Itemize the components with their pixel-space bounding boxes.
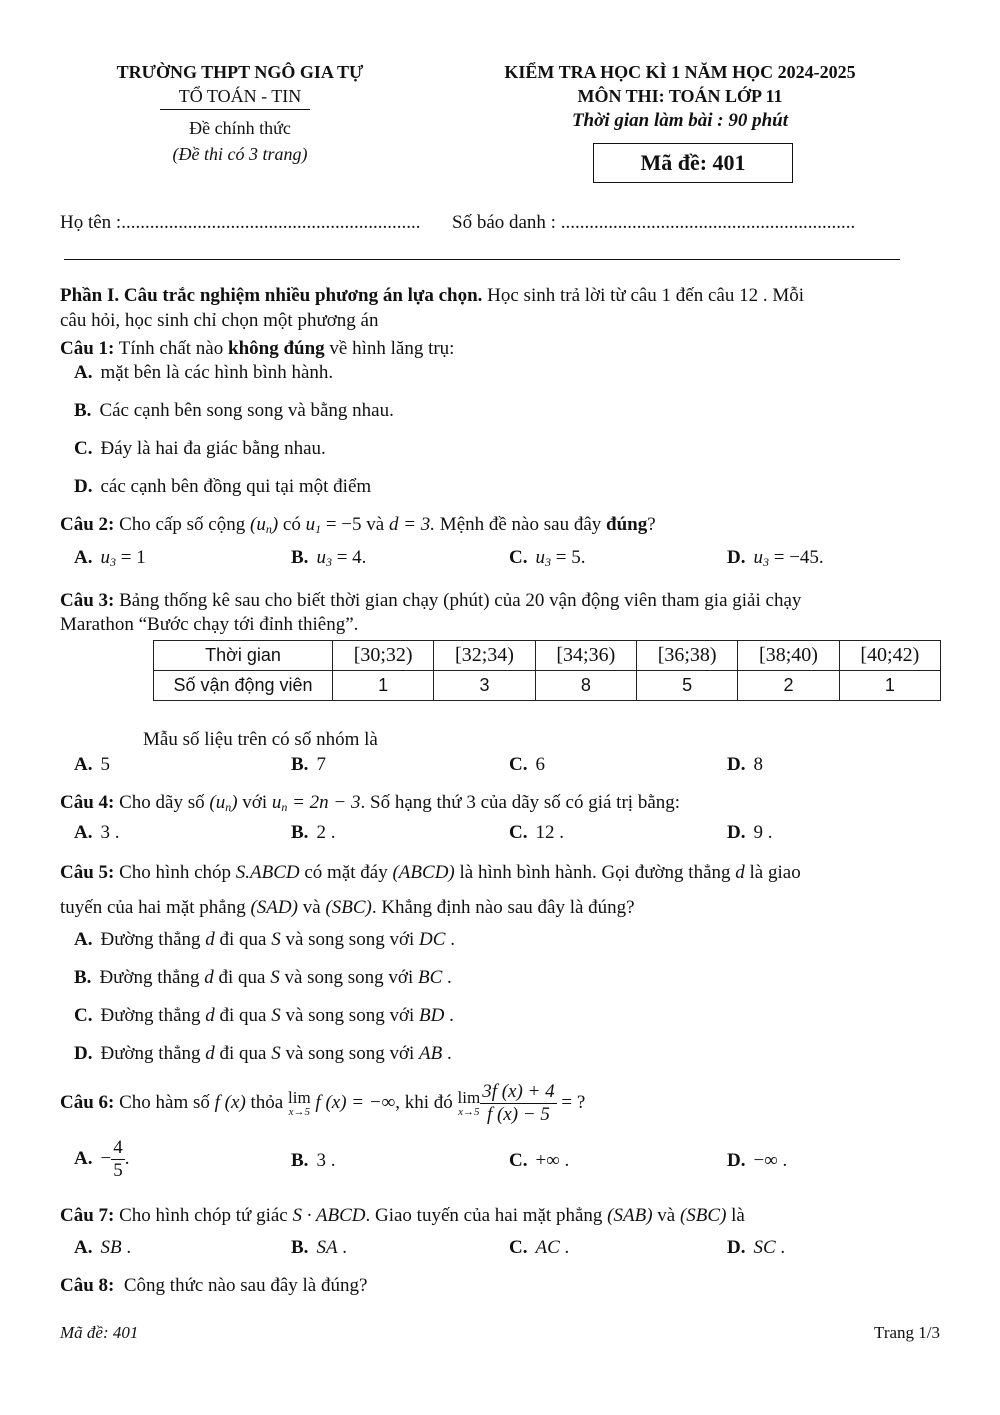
q7-option-a[interactable]: A. SB . — [74, 1237, 132, 1258]
q2-sequence: $(u_n)$ — [250, 514, 279, 536]
q5-option-a[interactable]: A. Đường thẳng d đi qua S và song song với DC . — [74, 929, 455, 950]
q6-option-c[interactable]: C. +∞ . — [509, 1150, 570, 1171]
footer-exam-code: Mã đề: 401 — [60, 1323, 139, 1342]
q4-option-c[interactable]: C. 12 . — [509, 822, 564, 843]
exam-subject: MÔN THI: TOÁN LỚP 11 — [577, 86, 783, 106]
q2-option-a[interactable]: A. $u_3 = 1$ — [74, 547, 146, 569]
department-name: TỔ TOÁN - TIN — [178, 86, 302, 106]
limit-2: lim x→5 — [457, 1088, 481, 1118]
table-cell: [30;32) — [333, 641, 434, 671]
q1-option-a[interactable] — [74, 362, 333, 384]
q3-option-b[interactable]: B. 7 — [291, 754, 326, 775]
q4-sequence: $(u_n)$ — [209, 792, 238, 814]
q5-option-b[interactable]: B. Đường thẳng d đi qua S và song song với BC . — [74, 967, 452, 988]
q2-emphasis: đúng — [606, 514, 648, 535]
q2-stem — [60, 514, 656, 537]
official-label: Đề chính thức — [189, 118, 291, 138]
exam-code-box: Mã đề: 401 — [593, 143, 793, 183]
q1-option-d[interactable] — [74, 476, 371, 498]
q5-stem-1: Câu 5: Cho hình chóp S.ABCD có mặt đáy (ABCD) là hình bình hành. Gọi đường thẳng d là giao — [60, 862, 801, 883]
q3-label: Câu 3: — [60, 590, 115, 611]
part1-heading — [60, 285, 804, 307]
option-label: D. — [74, 476, 93, 497]
q4-option-a[interactable]: A. 3 . — [74, 822, 120, 843]
limit-fraction: $\frac{3f (x) + 4}{f (x) - 5}$ — [482, 1080, 555, 1125]
table-row — [154, 641, 941, 671]
option-label: B. — [74, 400, 92, 421]
table-cell: 8 — [535, 671, 636, 701]
q6-option-b[interactable]: B. 3 . — [291, 1150, 336, 1171]
q4-option-d[interactable]: D. 9 . — [727, 822, 773, 843]
q1-option-c[interactable] — [74, 438, 326, 460]
q1-text: Tính chất nào — [114, 338, 228, 359]
q1-text-end: về hình lăng trụ: — [324, 338, 455, 359]
q4-option-b[interactable]: B. 2 . — [291, 822, 336, 843]
q3-option-c[interactable]: C. 6 — [509, 754, 545, 775]
q2-text-3: và — [361, 514, 389, 535]
q3-question: Mẫu số liệu trên có số nhóm là — [143, 729, 378, 750]
q5-stem-2: tuyến của hai mặt phẳng (SAD) và (SBC). Khẳng định nào sau đây là đúng? — [60, 897, 635, 918]
q5-option-d[interactable]: D. Đường thẳng d đi qua S và song song với AB . — [74, 1043, 452, 1064]
q7-option-b[interactable]: B. SA . — [291, 1237, 348, 1258]
q1-label: Câu 1: — [60, 338, 115, 359]
table-cell: 2 — [738, 671, 839, 701]
table-cell: [40;42) — [839, 641, 940, 671]
part1-instruction-2: câu hỏi, học sinh chỉ chọn một phương án — [60, 310, 379, 331]
header-divider — [160, 109, 310, 110]
table-cell: [36;38) — [636, 641, 737, 671]
q3-option-a[interactable]: A. 5 — [74, 754, 110, 775]
separator-line — [64, 259, 900, 260]
table-cell: 1 — [333, 671, 434, 701]
q2-text-2: có — [278, 514, 306, 535]
table-header-cell: Thời gian — [154, 641, 333, 671]
q4-stem — [60, 792, 680, 815]
q2-option-d[interactable]: D. $u_3 = -45$. — [727, 547, 824, 569]
table-cell: 1 — [839, 671, 940, 701]
footer-page-number: Trang 1/3 — [874, 1323, 940, 1342]
q6-label: Câu 6: — [60, 1092, 115, 1113]
q3-text-1: Bảng thống kê sau cho biết thời gian chạy (phút) của 20 vận động viên tham gia giải chạy — [114, 590, 802, 611]
option-text: mặt bên là các hình bình hành. — [100, 362, 334, 383]
q2-d: d = 3. — [388, 514, 436, 535]
q1-emphasis: không đúng — [228, 338, 325, 359]
q7-option-d[interactable]: D. SC . — [727, 1237, 786, 1258]
table-cell: [38;40) — [738, 641, 839, 671]
option-text: các cạnh bên đồng qui tại một điểm — [100, 476, 372, 497]
q6-option-a[interactable]: A. − $\frac{4}{5}$ . — [74, 1136, 130, 1181]
q1-option-b[interactable] — [74, 400, 394, 422]
option-text: Các cạnh bên song song và bằng nhau. — [99, 400, 394, 421]
q4-text-3: . Số hạng thứ 3 của dãy số có giá trị bằng: — [360, 792, 681, 813]
part1-instruction-1: Học sinh trả lời từ câu 1 đến câu 12 . Mỗi — [482, 285, 805, 306]
table-cell: [34;36) — [535, 641, 636, 671]
q5-label: Câu 5: — [60, 862, 115, 883]
q2-text-4: Mệnh đề nào sau đây — [435, 514, 607, 535]
q3-text-2: Marathon “Bước chạy tới đỉnh thiêng”. — [60, 614, 359, 635]
part1-title: Phần I. Câu trắc nghiệm nhiều phương án lựa chọn. — [60, 285, 483, 306]
q2-option-b[interactable]: B. $u_3 = 4$. — [291, 547, 367, 569]
option-label: A. — [74, 362, 93, 383]
frequency-table — [153, 640, 941, 701]
q2-u1: $u_1 = -5$ — [305, 514, 362, 536]
q3-stem — [60, 590, 801, 612]
option-text: Đáy là hai đa giác bằng nhau. — [100, 438, 326, 459]
q2-option-c[interactable]: C. $u_3 = 5$. — [509, 547, 586, 569]
q4-text-2: với — [237, 792, 272, 813]
table-cell: 3 — [434, 671, 535, 701]
option-label: C. — [74, 438, 93, 459]
q1-stem — [60, 338, 454, 360]
q8-stem: Câu 8: Công thức nào sau đây là đúng? — [60, 1275, 368, 1296]
table-header-cell: Số vận động viên — [154, 671, 333, 701]
table-cell: [32;34) — [434, 641, 535, 671]
student-id-field[interactable]: Số báo danh : .............................................................. — [452, 212, 856, 233]
q7-label: Câu 7: — [60, 1205, 115, 1226]
table-row — [154, 671, 941, 701]
student-name-field[interactable]: Họ tên :............................................................... — [60, 212, 421, 233]
q4-label: Câu 4: — [60, 792, 115, 813]
q2-text-5: ? — [647, 514, 656, 535]
q6-option-d[interactable]: D. −∞ . — [727, 1150, 788, 1171]
q3-option-d[interactable]: D. 8 — [727, 754, 763, 775]
pages-note: (Đề thi có 3 trang) — [172, 144, 308, 164]
q4-formula: $u_n = 2n - 3$ — [271, 792, 361, 814]
q5-option-c[interactable]: C. Đường thẳng d đi qua S và song song với BD . — [74, 1005, 454, 1026]
table-cell: 5 — [636, 671, 737, 701]
q6-stem: Câu 6: Cho hàm số f (x) thỏa lim x→5 f (x) = −∞ , khi đó lim x→5 $\frac{3f (x) + 4}{f (x) - 5}$ = ? — [60, 1080, 586, 1125]
limit-1: lim x→5 — [288, 1088, 311, 1118]
q7-option-c[interactable]: C. AC . — [509, 1237, 570, 1258]
exam-title: KIỂM TRA HỌC KÌ 1 NĂM HỌC 2024-2025 — [504, 62, 856, 82]
school-name: TRƯỜNG THPT NGÔ GIA TỰ — [116, 62, 364, 82]
q8-label: Câu 8: — [60, 1275, 115, 1296]
exam-duration: Thời gian làm bài : 90 phút — [571, 110, 789, 131]
q2-text: Cho cấp số cộng — [114, 514, 250, 535]
q4-text: Cho dãy số — [114, 792, 210, 813]
q7-stem: Câu 7: Cho hình chóp tứ giác S · ABCD. Giao tuyến của hai mặt phẳng (SAB) và (SBC) là — [60, 1205, 745, 1226]
q2-label: Câu 2: — [60, 514, 115, 535]
